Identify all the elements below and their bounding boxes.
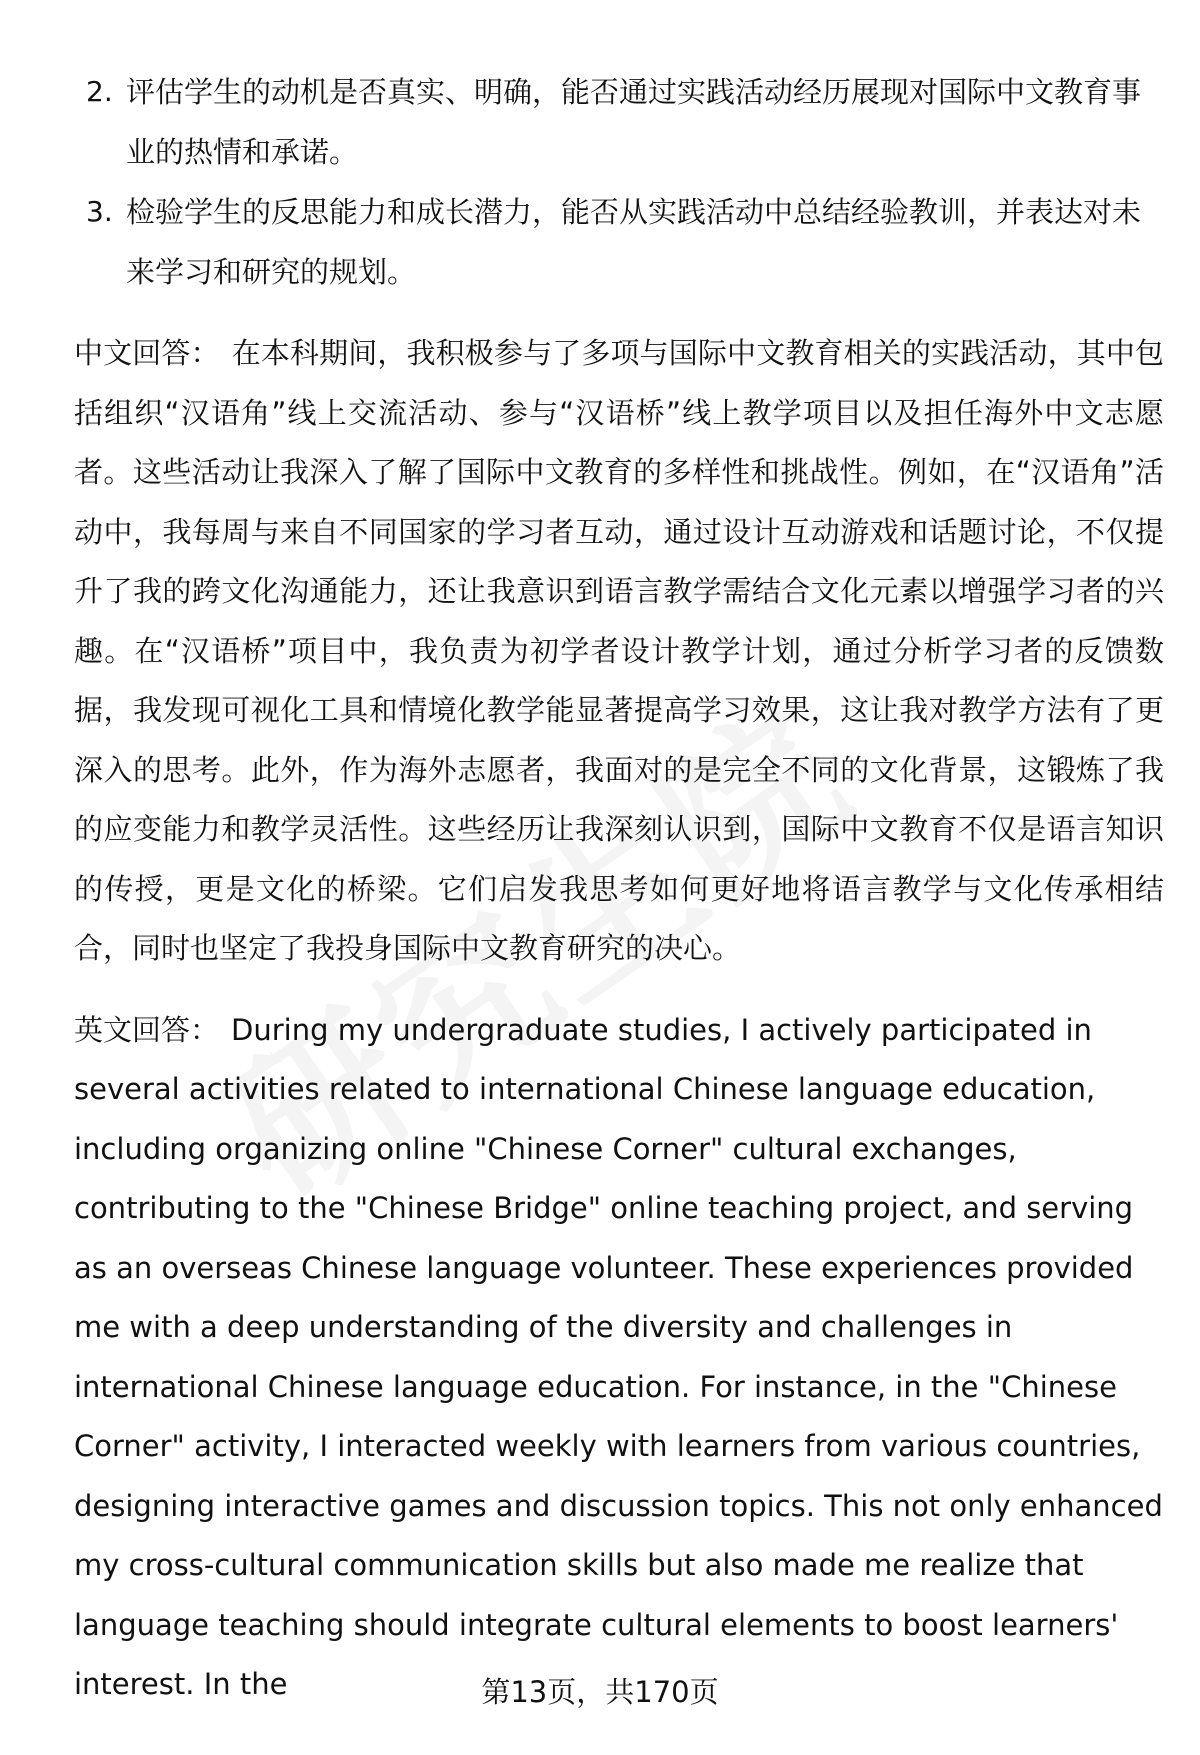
list-number: 3. bbox=[86, 195, 113, 228]
english-answer-label: 英文回答： bbox=[74, 1012, 220, 1047]
criteria-item-3 bbox=[74, 182, 1164, 302]
page-content bbox=[74, 62, 1164, 1715]
page-footer bbox=[0, 1670, 1200, 1711]
english-answer-text: During my undergraduate studies, I actively participated in several activities related to international Chinese language education, including organizing online "Chinese Corner" cultural exchanges, contributing to the "Chinese Bridge" online teaching project, and serving as an overseas Chinese language volunteer. These experiences provided me with a deep understanding of the diversity and challenges in international Chinese language education. For instance, in the "Chinese Corner" activity, I interacted weekly with learners from various countries, designing interactive games and discussion topics. This not only enhanced my cross-cultural communication skills but also made me realize that language teaching should integrate cultural elements to boost learners' interest. In the bbox=[74, 1012, 1163, 1701]
page-number: 第13页，共170页 bbox=[481, 1675, 719, 1709]
criteria-text: 检验学生的反思能力和成长潜力，能否从实践活动中总结经验教训，并表达对未来学习和研究的规划。 bbox=[126, 195, 1142, 289]
criteria-item-2 bbox=[74, 62, 1164, 182]
english-answer-paragraph bbox=[74, 1001, 1164, 1715]
criteria-text: 评估学生的动机是否真实、明确，能否通过实践活动经历展现对国际中文教育事业的热情和承诺。 bbox=[126, 75, 1142, 169]
chinese-answer-text: 在本科期间，我积极参与了多项与国际中文教育相关的实践活动，其中包括组织“汉语角”线上交流活动、参与“汉语桥”线上教学项目以及担任海外中文志愿者。这些活动让我深入了解了国际中文教育的多样性和挑战性。例如，在“汉语角”活动中，我每周与来自不同国家的学习者互动，通过设计互动游戏和话题讨论，不仅提升了我的跨文化沟通能力，还让我意识到语言教学需结合文化元素以增强学习者的兴趣。在“汉语桥”项目中，我负责为初学者设计教学计划，通过分析学习者的反馈数据，我发现可视化工具和情境化教学能显著提高学习效果，这让我对教学方法有了更深入的思考。此外，作为海外志愿者，我面对的是完全不同的文化背景，这锻炼了我的应变能力和教学灵活性。这些经历让我深刻认识到，国际中文教育不仅是语言知识的传授，更是文化的桥梁。它们启发我思考如何更好地将语言教学与文化传承相结合，同时也坚定了我投身国际中文教育研究的决心。 bbox=[74, 336, 1164, 965]
chinese-answer-label: 中文回答： bbox=[74, 336, 220, 370]
list-number: 2. bbox=[86, 75, 113, 108]
criteria-list bbox=[74, 62, 1164, 302]
chinese-answer-paragraph bbox=[74, 324, 1164, 979]
